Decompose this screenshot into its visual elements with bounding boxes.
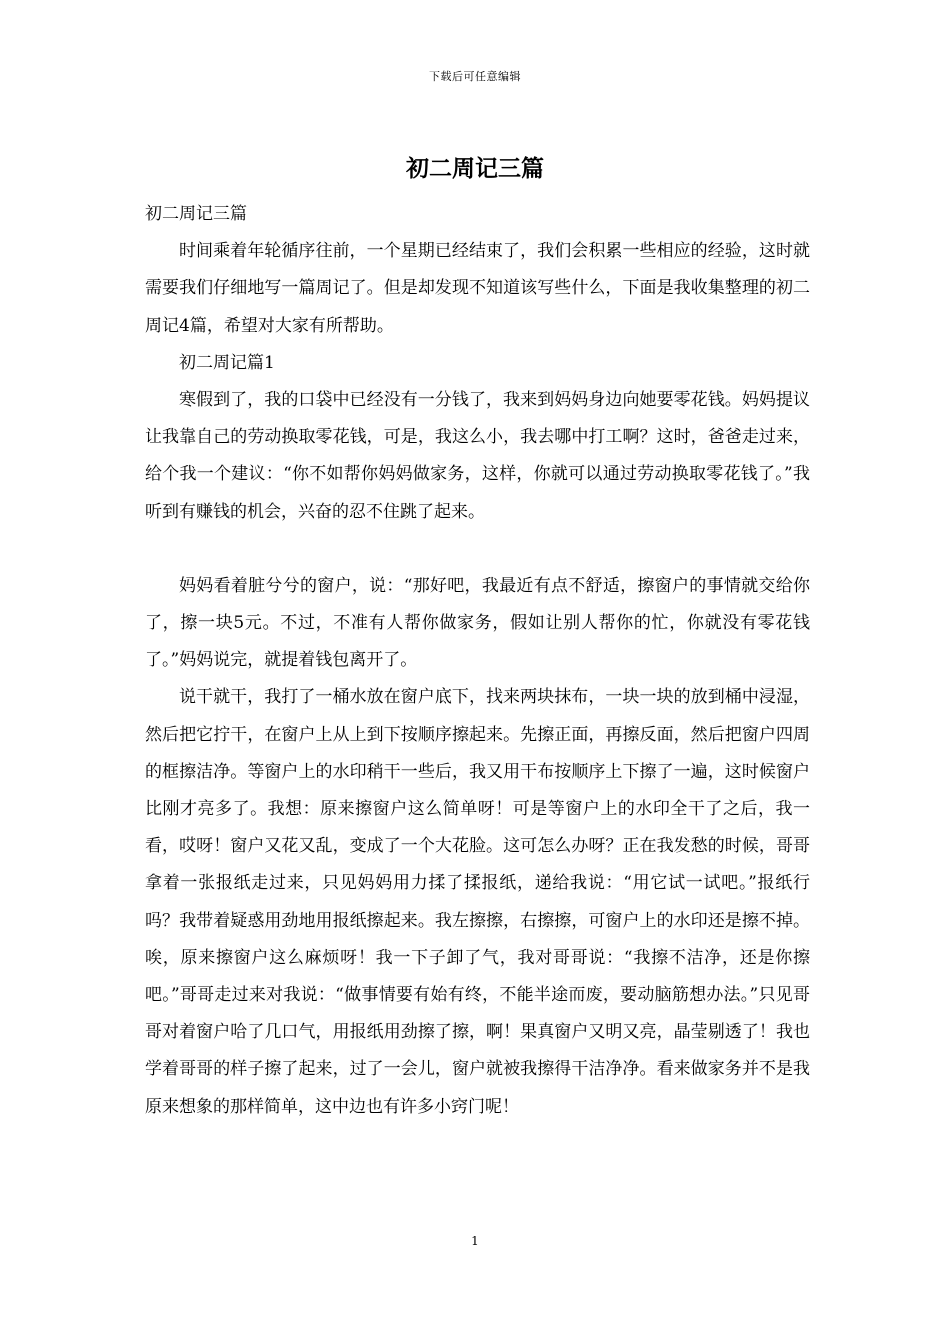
section-heading: 初二周记篇1: [179, 352, 275, 373]
page-header: 下载后可任意编辑: [429, 70, 521, 83]
intro-paragraph: 时间乘着年轮循序往前，一个星期已经结束了，我们会积累一些相应的经验，这时就需要我们仔细地写一篇周记了。但是却发现不知道该写些什么，下面是我收集整理的初二周记4篇，希望对大家有所帮助。: [145, 241, 810, 336]
page-number: 1: [471, 1234, 479, 1248]
document-title: 初二周记三篇: [406, 155, 544, 182]
body-paragraph: 寒假到了，我的口袋中已经没有一分钱了，我来到妈妈身边向她要零花钱。妈妈提议让我靠自己的劳动换取零花钱，可是，我这么小，我去哪中打工啊？这时，爸爸走过来，给个我一个建议：“你不如帮你妈妈做家务，这样，你就可以通过劳动换取零花钱了。”我听到有赚钱的机会，兴奋的忍不住跳了起来。: [145, 390, 810, 522]
body-paragraph: 说干就干，我打了一桶水放在窗户底下，找来两块抹布，一块一块的放到桶中浸湿，然后把它拧干，在窗户上从上到下按顺序擦起来。先擦正面，再擦反面，然后把窗户四周的框擦洁净。等窗户上的水印稍干一些后，我又用干布按顺序上下擦了一遍，这时候窗户比刚才亮多了。我想：原来擦窗户这么简单呀！可是等窗户上的水印全干了之后，我一看，哎呀！窗户又花又乱，变成了一个大花脸。这可怎么办呀？正在我发愁的时候，哥哥拿着一张报纸走过来，只见妈妈用力揉了揉报纸，递给我说：“用它试一试吧。”报纸行吗？我带着疑惑用劲地用报纸擦起来。我左擦擦，右擦擦，可窗户上的水印还是擦不掉。唉，原来擦窗户这么麻烦呀！我一下子卸了气，我对哥哥说：“我擦不洁净，还是你擦吧。”哥哥走过来对我说：“做事情要有始有终，不能半途而废，要动脑筋想办法。”只见哥哥对着窗户哈了几口气，用报纸用劲擦了擦，啊！果真窗户又明又亮，晶莹剔透了！我也学着哥哥的样子擦了起来，过了一会儿，窗户就被我擦得干洁净净。看来做家务并不是我原来想象的那样简单，这中边也有许多小窍门呢！: [145, 687, 810, 1117]
document-subtitle: 初二周记三篇: [145, 204, 247, 224]
document-body: [145, 196, 810, 1126]
body-paragraph: 妈妈看着脏兮兮的窗户，说：“那好吧，我最近有点不舒适，擦窗户的事情就交给你了，擦一块5元。不过，不准有人帮你做家务，假如让别人帮你的忙，你就没有零花钱了。”妈妈说完，就提着钱包离开了。: [145, 575, 810, 671]
